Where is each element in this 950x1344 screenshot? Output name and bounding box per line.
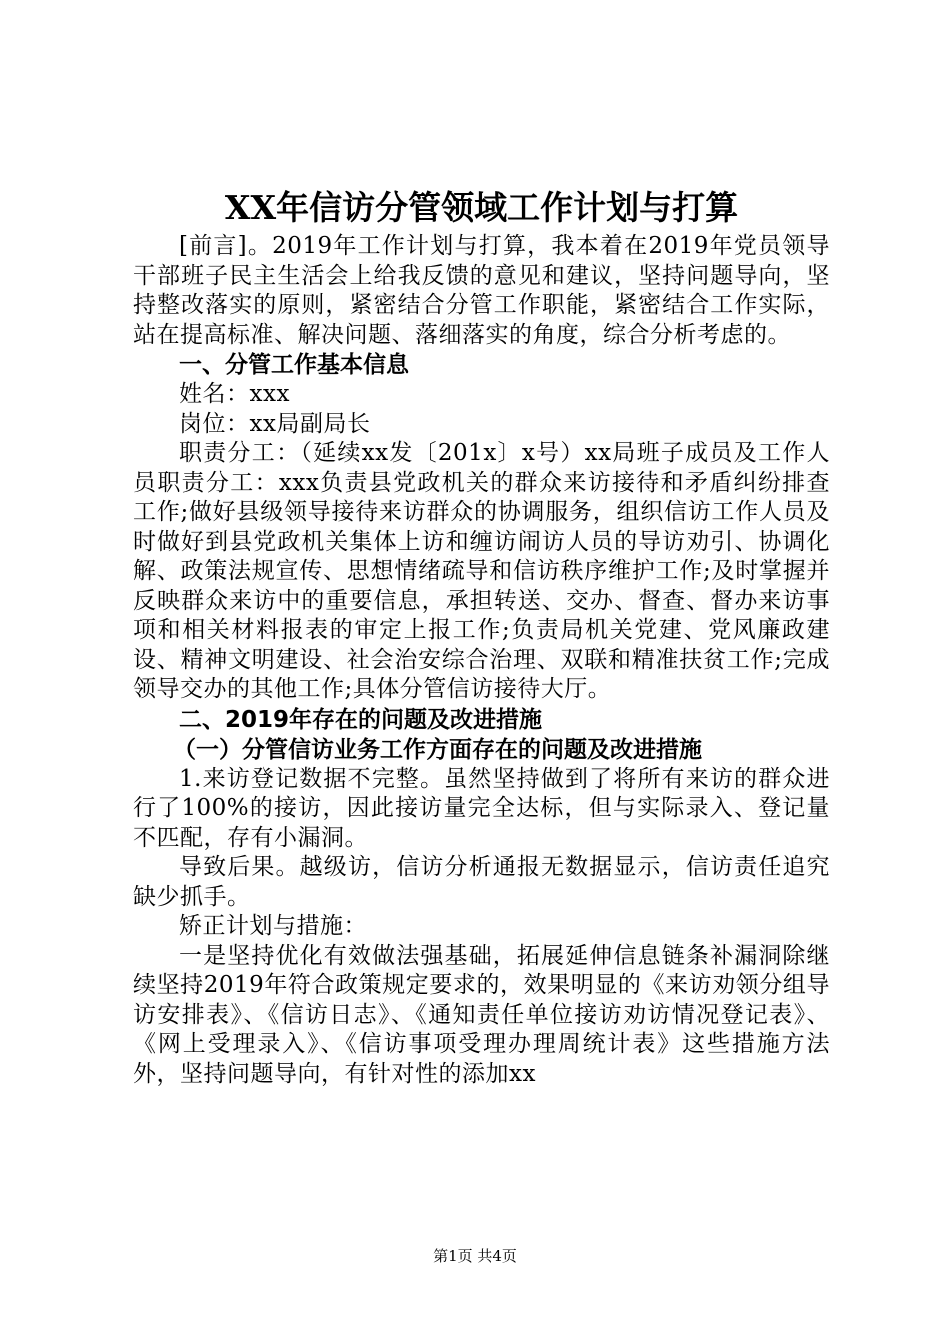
name-line: 姓名：xxx (179, 381, 290, 407)
subsection-heading-1: （一）分管信访业务工作方面存在的问题及改进措施 (173, 736, 702, 763)
section-heading-1: 一、分管工作基本信息 (179, 352, 409, 378)
consequence-paragraph: 导致后果。越级访，信访分析通报无数据显示，信访责任追究缺少抓手。 (133, 854, 830, 910)
page-footer: 第1页 共4页 (433, 1247, 517, 1265)
section-heading-2: 二、2019年存在的问题及改进措施 (179, 706, 543, 733)
measure-paragraph-1: 一是坚持优化有效做法强基础，拓展延伸信息链条补漏洞除继续坚持2019年符合政策规定要求的，效果明显的《来访劝领分组导访安排表》、《信访日志》、《通知责任单位接访劝访情况登记表》、《网上受理录入》、《信访事项受理办理周统计表》这些措施方法外，坚持问题导向，有针对性的添加xx (133, 942, 830, 1087)
duties-paragraph: 职责分工：（延续xx发〔201x〕x号）xx局班子成员及工作人员职责分工：xxx负责县党政机关的群众来访接待和矛盾纠纷排查工作;做好县级领导接待来访群众的协调服务，组织信访工作人员及时做好到县党政机关集体上访和缠访闹访人员的导访劝引、协调化解、政策法规宣传、思想情绪疏导和信访秩序维护工作;及时掌握并反映群众来访中的重要信息，承担转送、交办、督查、督办来访事项和相关材料报表的审定上报工作;负责局机关党建、党风廉政建设、精神文明建设、社会治安综合治理、双联和精准扶贫工作;完成领导交办的其他工作;具体分管信访接待大厅。 (133, 440, 830, 702)
issue-paragraph-1: 1.来访登记数据不完整。虽然坚持做到了将所有来访的群众进行了100%的接访，因此接访量完全达标，但与实际录入、登记量不匹配，存有小漏洞。 (133, 765, 830, 851)
measures-label: 矫正计划与措施： (179, 913, 367, 939)
document-title: XX年信访分管领域工作计划与打算 (224, 188, 739, 227)
position-line: 岗位：xx局副局长 (179, 410, 371, 437)
preface-paragraph: [前言]。2019年工作计划与打算，我本着在2019年党员领导干部班子民主生活会上给我反馈的意见和建议，坚持问题导向，坚持整改落实的原则，紧密结合分管工作职能，紧密结合工作实际，站在提高标准、解决问题、落细落实的角度，综合分析考虑的。 (133, 233, 830, 348)
document-page (133, 186, 830, 1089)
